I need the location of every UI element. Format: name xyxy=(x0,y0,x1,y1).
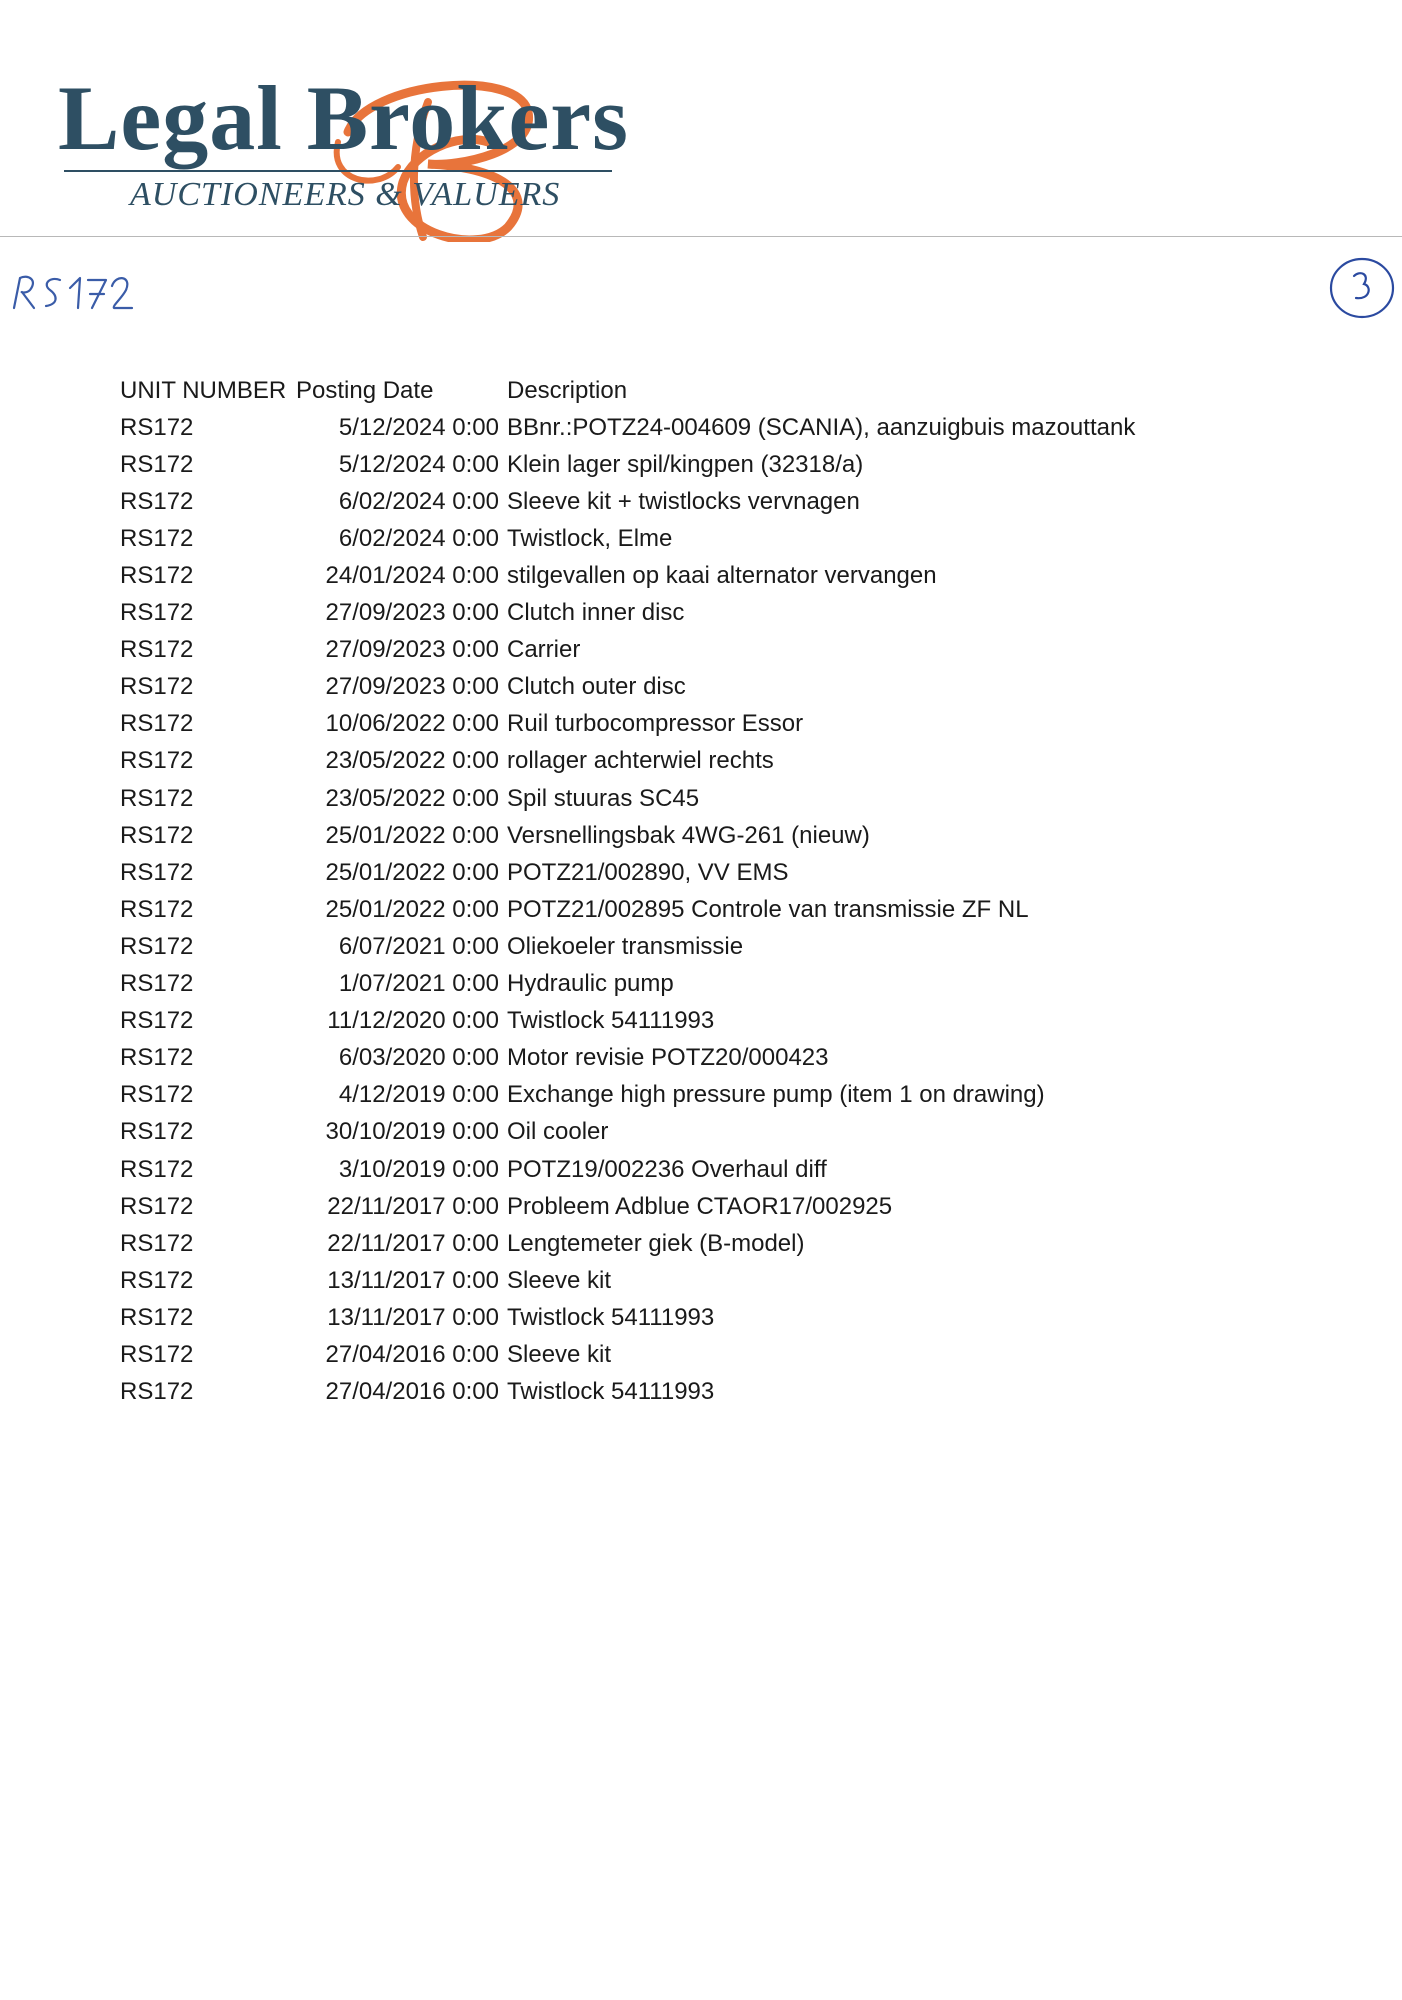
description-cell: Ruil turbocompressor Essor xyxy=(507,710,804,738)
table-row xyxy=(120,1299,1135,1336)
posting-date-cell: 5/12/2024 0:00 xyxy=(338,413,499,441)
posting-date-cell: 13/11/2017 0:00 xyxy=(327,1303,499,1331)
description-cell: Sleeve kit + twistlocks vervnagen xyxy=(507,487,860,515)
description-cell: POTZ21/002890, VV EMS xyxy=(507,858,789,886)
description-cell: Oil cooler xyxy=(507,1118,609,1146)
table-row xyxy=(120,669,1135,706)
posting-date-cell: 24/01/2024 0:00 xyxy=(325,562,499,590)
posting-date-cell: 4/12/2019 0:00 xyxy=(338,1081,499,1109)
unit-number-cell: RS172 xyxy=(120,636,194,664)
description-cell: Motor revisie POTZ20/000423 xyxy=(507,1044,829,1072)
unit-number-cell: RS172 xyxy=(120,710,194,738)
header-divider xyxy=(0,236,1402,237)
posting-date-cell: 3/10/2019 0:00 xyxy=(338,1155,499,1183)
table-row xyxy=(120,1003,1135,1040)
column-header-posting-date: Posting Date xyxy=(296,376,434,404)
table-row xyxy=(120,446,1135,483)
table-body xyxy=(120,409,1135,1411)
description-cell: Versnellingsbak 4WG-261 (nieuw) xyxy=(507,821,870,849)
table-row xyxy=(120,817,1135,854)
description-cell: Twistlock, Elme xyxy=(507,524,673,552)
unit-number-cell: RS172 xyxy=(120,1266,194,1294)
unit-number-cell: RS172 xyxy=(120,1007,194,1035)
description-cell: Spil stuuras SC45 xyxy=(507,784,700,812)
posting-date-cell: 10/06/2022 0:00 xyxy=(325,710,499,738)
description-cell: BBnr.:POTZ24-004609 (SCANIA), aanzuigbuis mazouttank xyxy=(507,413,1136,441)
description-cell: Sleeve kit xyxy=(507,1266,612,1294)
posting-date-cell: 25/01/2022 0:00 xyxy=(325,858,499,886)
posting-date-cell: 27/09/2023 0:00 xyxy=(325,599,499,627)
unit-number-cell: RS172 xyxy=(120,1192,194,1220)
unit-number-cell: RS172 xyxy=(120,487,194,515)
unit-number-cell: RS172 xyxy=(120,673,194,701)
description-cell: Hydraulic pump xyxy=(507,970,674,998)
posting-date-cell: 25/01/2022 0:00 xyxy=(325,821,499,849)
description-cell: POTZ19/002236 Overhaul diff xyxy=(507,1155,827,1183)
unit-number-cell: RS172 xyxy=(120,1081,194,1109)
unit-number-cell: RS172 xyxy=(120,1155,194,1183)
table-row xyxy=(120,1262,1135,1299)
posting-date-cell: 11/12/2020 0:00 xyxy=(327,1007,499,1035)
table-row xyxy=(120,557,1135,594)
description-cell: Clutch outer disc xyxy=(507,673,686,701)
table-row xyxy=(120,595,1135,632)
table-row xyxy=(120,743,1135,780)
posting-date-cell: 22/11/2017 0:00 xyxy=(327,1229,499,1257)
table-row xyxy=(120,1077,1135,1114)
unit-number-cell: RS172 xyxy=(120,970,194,998)
posting-date-cell: 27/04/2016 0:00 xyxy=(325,1340,499,1368)
table-row xyxy=(120,780,1135,817)
posting-date-cell: 23/05/2022 0:00 xyxy=(325,784,499,812)
table-row xyxy=(120,520,1135,557)
unit-number-cell: RS172 xyxy=(120,932,194,960)
unit-number-cell: RS172 xyxy=(120,1340,194,1368)
table-row xyxy=(120,891,1135,928)
maintenance-table xyxy=(120,372,1135,1411)
description-cell: Sleeve kit xyxy=(507,1340,612,1368)
description-cell: Oliekoeler transmissie xyxy=(507,932,744,960)
table-row xyxy=(120,483,1135,520)
company-logo xyxy=(58,52,629,232)
table-row xyxy=(120,966,1135,1003)
table-row xyxy=(120,409,1135,446)
posting-date-cell: 13/11/2017 0:00 xyxy=(327,1266,499,1294)
posting-date-cell: 27/04/2016 0:00 xyxy=(325,1378,499,1406)
unit-number-cell: RS172 xyxy=(120,450,194,478)
description-cell: Klein lager spil/kingpen (32318/a) xyxy=(507,450,864,478)
description-cell: Twistlock 54111993 xyxy=(507,1007,715,1035)
posting-date-cell: 22/11/2017 0:00 xyxy=(327,1192,499,1220)
table-row xyxy=(120,1374,1135,1411)
unit-number-cell: RS172 xyxy=(120,413,194,441)
posting-date-cell: 27/09/2023 0:00 xyxy=(325,636,499,664)
posting-date-cell: 6/02/2024 0:00 xyxy=(338,487,499,515)
circled-page-number xyxy=(1326,252,1398,324)
table-row xyxy=(120,1225,1135,1262)
logo-subtitle: AUCTIONEERS & VALUERS xyxy=(130,176,561,213)
unit-number-cell: RS172 xyxy=(120,1378,194,1406)
posting-date-cell: 30/10/2019 0:00 xyxy=(325,1118,499,1146)
logo-title: Legal Brokers xyxy=(58,67,629,169)
description-cell: Twistlock 54111993 xyxy=(507,1378,715,1406)
unit-number-cell: RS172 xyxy=(120,562,194,590)
description-cell: POTZ21/002895 Controle van transmissie ZF NL xyxy=(507,895,1029,923)
column-header-description: Description xyxy=(507,376,628,404)
posting-date-cell: 6/07/2021 0:00 xyxy=(338,932,499,960)
table-row xyxy=(120,854,1135,891)
table-row xyxy=(120,706,1135,743)
posting-date-cell: 25/01/2022 0:00 xyxy=(325,895,499,923)
unit-number-cell: RS172 xyxy=(120,599,194,627)
column-header-unit-number: UNIT NUMBER xyxy=(120,376,287,404)
table-row xyxy=(120,1040,1135,1077)
posting-date-cell: 5/12/2024 0:00 xyxy=(338,450,499,478)
description-cell: Clutch inner disc xyxy=(507,599,685,627)
table-row xyxy=(120,1188,1135,1225)
description-cell: Carrier xyxy=(507,636,581,664)
posting-date-cell: 6/02/2024 0:00 xyxy=(338,524,499,552)
posting-date-cell: 6/03/2020 0:00 xyxy=(338,1044,499,1072)
handwritten-reference xyxy=(8,268,138,318)
description-cell: Probleem Adblue CTAOR17/002925 xyxy=(507,1192,893,1220)
description-cell: stilgevallen op kaai alternator vervangen xyxy=(507,562,937,590)
unit-number-cell: RS172 xyxy=(120,1229,194,1257)
table-row xyxy=(120,1151,1135,1188)
description-cell: Exchange high pressure pump (item 1 on drawing) xyxy=(507,1081,1045,1109)
unit-number-cell: RS172 xyxy=(120,821,194,849)
table-row xyxy=(120,928,1135,965)
description-cell: Lengtemeter giek (B-model) xyxy=(507,1229,805,1257)
logo-rule xyxy=(64,170,612,172)
table-row xyxy=(120,632,1135,669)
table-row xyxy=(120,1336,1135,1373)
unit-number-cell: RS172 xyxy=(120,1044,194,1072)
unit-number-cell: RS172 xyxy=(120,895,194,923)
unit-number-cell: RS172 xyxy=(120,1303,194,1331)
unit-number-cell: RS172 xyxy=(120,747,194,775)
unit-number-cell: RS172 xyxy=(120,784,194,812)
description-cell: Twistlock 54111993 xyxy=(507,1303,715,1331)
posting-date-cell: 27/09/2023 0:00 xyxy=(325,673,499,701)
unit-number-cell: RS172 xyxy=(120,524,194,552)
description-cell: rollager achterwiel rechts xyxy=(507,747,774,775)
posting-date-cell: 23/05/2022 0:00 xyxy=(325,747,499,775)
unit-number-cell: RS172 xyxy=(120,1118,194,1146)
unit-number-cell: RS172 xyxy=(120,858,194,886)
posting-date-cell: 1/07/2021 0:00 xyxy=(338,970,499,998)
table-row xyxy=(120,1114,1135,1151)
table-header-row xyxy=(120,372,1135,409)
